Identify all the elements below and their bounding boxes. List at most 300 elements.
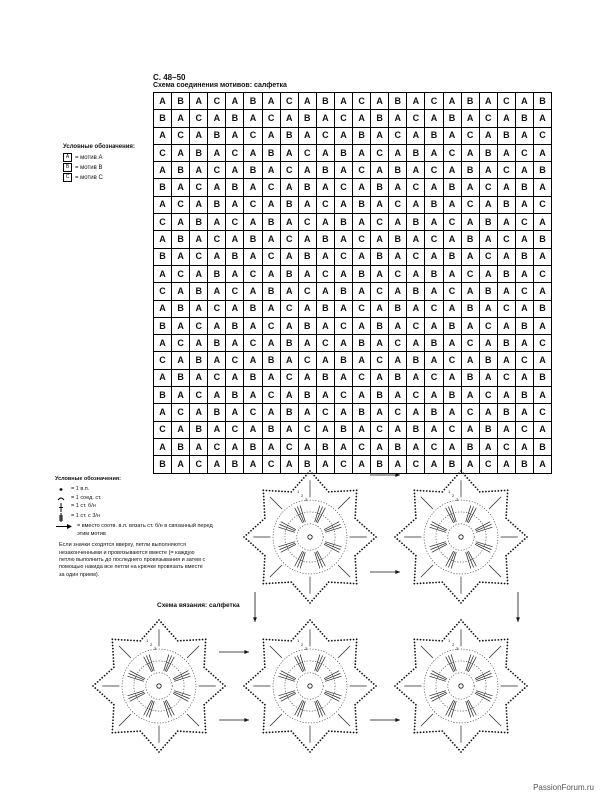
motif-outline <box>263 567 265 569</box>
motif-outline <box>355 648 357 650</box>
grid-cell: C <box>280 300 298 317</box>
grid-cell: B <box>515 179 533 196</box>
motif-outline <box>203 666 205 668</box>
grid-cell: A <box>443 300 461 317</box>
motif-outline <box>343 490 345 492</box>
motif-outline <box>510 671 512 673</box>
motif-outline <box>278 490 280 492</box>
motif-center <box>308 535 312 539</box>
motif-outline <box>350 582 352 584</box>
grid-cell: A <box>226 438 244 455</box>
motif-outline <box>263 570 265 572</box>
round-number: 1 <box>146 638 149 643</box>
motif-outline <box>446 486 448 488</box>
stitch-mark <box>270 497 282 509</box>
motif-outline <box>466 477 468 479</box>
motif-ring <box>436 512 486 562</box>
grid-cell: B <box>244 438 262 455</box>
motif-outline <box>488 639 490 641</box>
motif-outline <box>113 666 115 668</box>
motif-outline <box>309 470 311 472</box>
grid-cell: A <box>262 369 280 386</box>
motif-outline <box>506 713 508 715</box>
stitch-mark <box>119 714 131 726</box>
grid-cell: B <box>443 179 461 196</box>
motif-outline <box>111 668 113 670</box>
motif-outline <box>506 577 508 579</box>
motif-outline <box>414 719 416 721</box>
stitch-mark <box>421 646 433 658</box>
motif-outline <box>328 730 330 732</box>
motif-outline <box>259 522 261 524</box>
motif-outline <box>462 749 464 751</box>
motif-outline <box>104 695 106 697</box>
motif-outline <box>462 472 464 474</box>
motif-outline <box>192 639 194 641</box>
motif-outline <box>124 731 126 733</box>
grid-cell: B <box>226 248 244 265</box>
motif-outline <box>141 638 143 640</box>
motif-outline <box>180 640 182 642</box>
motif-outline <box>92 685 94 687</box>
motif-outline <box>112 722 114 724</box>
grid-cell: A <box>280 248 298 265</box>
motif-outline <box>396 683 398 685</box>
motif-outline <box>263 726 265 728</box>
motif-outline <box>415 514 417 516</box>
grid-cell: B <box>497 127 515 144</box>
motif-outline <box>173 735 175 737</box>
grid-cell: A <box>533 456 551 473</box>
motif-outline <box>303 477 305 479</box>
grid-cell: A <box>298 127 316 144</box>
motif-outline <box>204 726 206 728</box>
motif-outline <box>488 731 490 733</box>
motif-outline <box>414 651 416 653</box>
grid-cell: A <box>262 162 280 179</box>
motif-outline <box>307 472 309 474</box>
motif-outline <box>373 683 375 685</box>
grid-cell: A <box>353 283 371 300</box>
motif-outline <box>353 732 355 734</box>
motif-outline <box>417 490 419 492</box>
motif-outline <box>426 582 428 584</box>
grid-cell: B <box>262 421 280 438</box>
grid-cell: C <box>371 352 389 369</box>
motif-outline <box>101 693 103 695</box>
motif-outline <box>482 581 484 583</box>
grid-cell: C <box>208 162 226 179</box>
motif-outline <box>287 730 289 732</box>
motif-outline <box>432 582 434 584</box>
motif-outline <box>357 668 359 670</box>
motif-outline <box>356 580 358 582</box>
motif-outline <box>506 573 508 575</box>
motif-outline <box>515 675 517 677</box>
motif-outline <box>364 546 366 548</box>
motif-outline <box>111 638 113 640</box>
grid-cell: C <box>208 438 226 455</box>
motif-outline <box>337 490 339 492</box>
grid-cell: B <box>461 93 479 110</box>
grid-cell: B <box>479 421 497 438</box>
grid-cell: B <box>497 404 515 421</box>
motif-ring <box>285 512 335 562</box>
grid-cell: B <box>208 335 226 352</box>
motif-outline <box>177 640 179 642</box>
motif-outline <box>248 681 250 683</box>
grid-cell: A <box>407 369 425 386</box>
motif-outline <box>441 730 443 732</box>
round-number: 3 <box>305 497 308 502</box>
motif-outline <box>262 553 264 555</box>
motif-outline <box>326 489 328 491</box>
grid-cell: B <box>154 179 172 196</box>
motif-outline <box>206 702 208 704</box>
grid-cell: A <box>316 421 334 438</box>
motif-outline <box>477 584 479 586</box>
grid-cell: A <box>334 265 352 282</box>
grid-cell: A <box>316 456 334 473</box>
motif-outline <box>350 639 352 641</box>
motif-outline <box>295 635 297 637</box>
motif-outline <box>468 479 470 481</box>
motif-outline <box>370 540 372 542</box>
grid-cell: A <box>515 196 533 213</box>
join-arrowhead <box>395 473 400 477</box>
grid-cell: C <box>425 369 443 386</box>
motif-outline <box>408 524 410 526</box>
grid-cell: A <box>443 335 461 352</box>
motif-outline <box>262 489 264 491</box>
grid-cell: A <box>425 421 443 438</box>
join-arrowhead <box>516 617 520 622</box>
motif-outline <box>263 502 265 504</box>
grid-cell: A <box>407 231 425 248</box>
grid-cell: B <box>244 162 262 179</box>
motif-outline <box>355 505 357 507</box>
grid-cell: A <box>190 335 208 352</box>
motif-outline <box>315 626 317 628</box>
grid-cell: B <box>190 352 208 369</box>
grid-cell: C <box>407 456 425 473</box>
grid-cell: B <box>226 387 244 404</box>
grid-cell: A <box>298 231 316 248</box>
legend-key: C <box>63 173 72 182</box>
grid-cell: A <box>172 317 190 334</box>
grid-cell: C <box>190 317 208 334</box>
motif-outline <box>252 528 254 530</box>
motif-outline <box>350 490 352 492</box>
motif-outline <box>521 681 523 683</box>
grid-cell: B <box>316 438 334 455</box>
motif-outline <box>475 486 477 488</box>
motif-outline <box>507 638 509 640</box>
grid-cell: B <box>371 387 389 404</box>
motif-outline <box>414 713 416 715</box>
round-number: 1 <box>448 638 451 643</box>
grid-cell: A <box>208 421 226 438</box>
grid-cell: C <box>280 438 298 455</box>
motif-outline <box>370 689 372 691</box>
motif-outline <box>488 582 490 584</box>
grid-cell: A <box>407 404 425 421</box>
grid-cell: A <box>533 144 551 161</box>
motif-outline <box>415 707 417 709</box>
grid-cell: C <box>461 265 479 282</box>
grid-cell: C <box>316 127 334 144</box>
chart-title: Схема вязания: салфетка <box>157 602 240 609</box>
grid-cell: C <box>262 179 280 196</box>
grid-cell: A <box>262 438 280 455</box>
motif-outline <box>319 482 321 484</box>
grid-cell: A <box>190 231 208 248</box>
motif-outline <box>441 640 443 642</box>
motif-outline <box>263 729 265 731</box>
motif-outline <box>309 602 311 604</box>
grid-cell: A <box>190 300 208 317</box>
motif-outline <box>150 628 152 630</box>
motif-outline <box>507 583 509 585</box>
motif-outline <box>413 702 415 704</box>
motif-outline <box>262 583 264 585</box>
motif-outline <box>415 666 417 668</box>
motif-outline <box>112 726 114 728</box>
stitch-mark <box>421 714 433 726</box>
motif-outline <box>195 731 197 733</box>
motif-outline <box>415 663 417 665</box>
motif-outline <box>189 731 191 733</box>
grid-cell: A <box>316 352 334 369</box>
motif-outline <box>524 687 526 689</box>
round-number: 2 <box>301 642 304 647</box>
motif-outline <box>118 639 120 641</box>
grid-cell: A <box>226 369 244 386</box>
grid-cell: A <box>533 248 551 265</box>
motif-outline <box>353 583 355 585</box>
motif-outline <box>414 722 416 724</box>
grid-cell: C <box>244 196 262 213</box>
motif-outline <box>263 722 265 724</box>
grid-cell: B <box>316 300 334 317</box>
motif-outline <box>106 698 108 700</box>
grid-cell: A <box>208 456 226 473</box>
motif-outline <box>357 519 359 521</box>
motif-outline <box>257 698 259 700</box>
motif-outline <box>366 677 368 679</box>
grid-cell: C <box>154 421 172 438</box>
grid-cell: C <box>389 265 407 282</box>
motif-outline <box>413 519 415 521</box>
motif-outline <box>355 499 357 501</box>
motif-outline <box>144 735 146 737</box>
grid-cell: C <box>479 179 497 196</box>
grid-cell: B <box>461 231 479 248</box>
grid-cell: C <box>533 335 551 352</box>
grid-cell: A <box>172 352 190 369</box>
motif-outline <box>356 642 358 644</box>
motif-outline <box>448 737 450 739</box>
grid-cell: A <box>154 335 172 352</box>
motif-outline <box>506 722 508 724</box>
stitch-mark <box>270 565 282 577</box>
motif-outline <box>313 624 315 626</box>
grid-cell: A <box>154 404 172 421</box>
motif-outline <box>521 532 523 534</box>
motif-outline <box>331 581 333 583</box>
grid-cell: C <box>407 248 425 265</box>
motif-outline <box>479 581 481 583</box>
grid-cell: B <box>208 196 226 213</box>
grid-cell: A <box>298 265 316 282</box>
motif-outline <box>121 639 123 641</box>
grid-cell: C <box>479 110 497 127</box>
motif-outline <box>111 732 113 734</box>
motif-outline <box>262 519 264 521</box>
motif-outline <box>501 731 503 733</box>
motif-outline <box>415 704 417 706</box>
motif-outline <box>219 681 221 683</box>
round-number: 1 <box>297 638 300 643</box>
grid-cell: C <box>280 369 298 386</box>
motif-outline <box>245 538 247 540</box>
grid-cell: A <box>353 317 371 334</box>
grid-cell: A <box>298 196 316 213</box>
motif-outline <box>512 698 514 700</box>
motif-outline <box>115 639 117 641</box>
grid-cell: B <box>515 110 533 127</box>
grid-cell: B <box>280 265 298 282</box>
motif-outline <box>357 553 359 555</box>
grid-cell: B <box>316 369 334 386</box>
grid-cell: A <box>407 162 425 179</box>
grid-cell: B <box>443 248 461 265</box>
motif-outline <box>494 582 496 584</box>
grid-cell: A <box>515 438 533 455</box>
motif-outline <box>208 700 210 702</box>
motif-outline <box>248 540 250 542</box>
grid-cell: B <box>533 369 551 386</box>
grid-cell: A <box>190 438 208 455</box>
grid-cell: A <box>244 456 262 473</box>
motif-outline <box>162 624 164 626</box>
grid-cell: B <box>334 283 352 300</box>
grid-cell: A <box>461 179 479 196</box>
grid-cell: C <box>226 352 244 369</box>
motif-outline <box>410 522 412 524</box>
motif-outline <box>112 654 114 656</box>
grid-cell: A <box>371 162 389 179</box>
grid-cell: C <box>334 179 352 196</box>
motif-outline <box>506 564 508 566</box>
grid-cell: A <box>425 283 443 300</box>
motif-ring <box>273 500 347 574</box>
grid-cell: A <box>407 335 425 352</box>
grid-cell: C <box>334 110 352 127</box>
motif-outline <box>322 633 324 635</box>
grid-cell: A <box>244 144 262 161</box>
motif-outline <box>414 505 416 507</box>
grid-cell: A <box>334 369 352 386</box>
motif-outline <box>458 621 460 623</box>
grid-cell: C <box>389 335 407 352</box>
motif-outline <box>303 744 305 746</box>
grid-cell: A <box>497 110 515 127</box>
motif-outline <box>245 683 247 685</box>
motif-outline <box>252 693 254 695</box>
grid-cell: A <box>353 456 371 473</box>
motif-outline <box>361 698 363 700</box>
grid-cell: A <box>353 214 371 231</box>
motif-outline <box>420 582 422 584</box>
motif-outline <box>328 581 330 583</box>
grid-cell: C <box>425 231 443 248</box>
motif-outline <box>356 732 358 734</box>
motif-outline <box>366 693 368 695</box>
motif-outline <box>112 645 114 647</box>
motif-outline <box>156 621 158 623</box>
grid-cell: C <box>298 283 316 300</box>
motif-outline <box>299 482 301 484</box>
motif-outline <box>272 731 274 733</box>
grid-cell: A <box>479 93 497 110</box>
motif-outline <box>317 479 319 481</box>
motif-outline <box>429 639 431 641</box>
motif-outline <box>315 477 317 479</box>
grid-cell: C <box>353 93 371 110</box>
motif-outline <box>466 744 468 746</box>
motif-outline <box>354 666 356 668</box>
motif-outline <box>355 726 357 728</box>
motif-outline <box>346 731 348 733</box>
grid-cell: A <box>154 196 172 213</box>
grid-cell: A <box>280 421 298 438</box>
grid-cell: A <box>497 214 515 231</box>
grid-cell: B <box>190 283 208 300</box>
grid-cell: B <box>353 335 371 352</box>
grid-cell: A <box>226 300 244 317</box>
grid-cell: A <box>371 196 389 213</box>
grid-cell: A <box>479 127 497 144</box>
motif-outline <box>448 633 450 635</box>
grid-cell: A <box>334 438 352 455</box>
motif-outline <box>506 499 508 501</box>
motif-outline <box>215 693 217 695</box>
motif-outline <box>506 648 508 650</box>
motif-outline <box>505 663 507 665</box>
grid-cell: A <box>407 127 425 144</box>
motif-outline <box>264 704 266 706</box>
motif-outline <box>219 689 221 691</box>
motif-outline <box>175 638 177 640</box>
grid-cell: A <box>425 144 443 161</box>
grid-cell: B <box>443 317 461 334</box>
motif-outline <box>257 549 259 551</box>
motif-outline <box>464 746 466 748</box>
motif-outline <box>297 737 299 739</box>
motif-outline <box>263 713 265 715</box>
grid-cell: C <box>154 283 172 300</box>
motif-outline <box>204 654 206 656</box>
motif-outline <box>313 597 315 599</box>
motif-outline <box>458 749 460 751</box>
motif-outline <box>508 668 510 670</box>
motif-outline <box>456 624 458 626</box>
motif-outline <box>205 638 207 640</box>
motif-outline <box>417 639 419 641</box>
motif-outline <box>510 700 512 702</box>
motif-outline <box>507 489 509 491</box>
